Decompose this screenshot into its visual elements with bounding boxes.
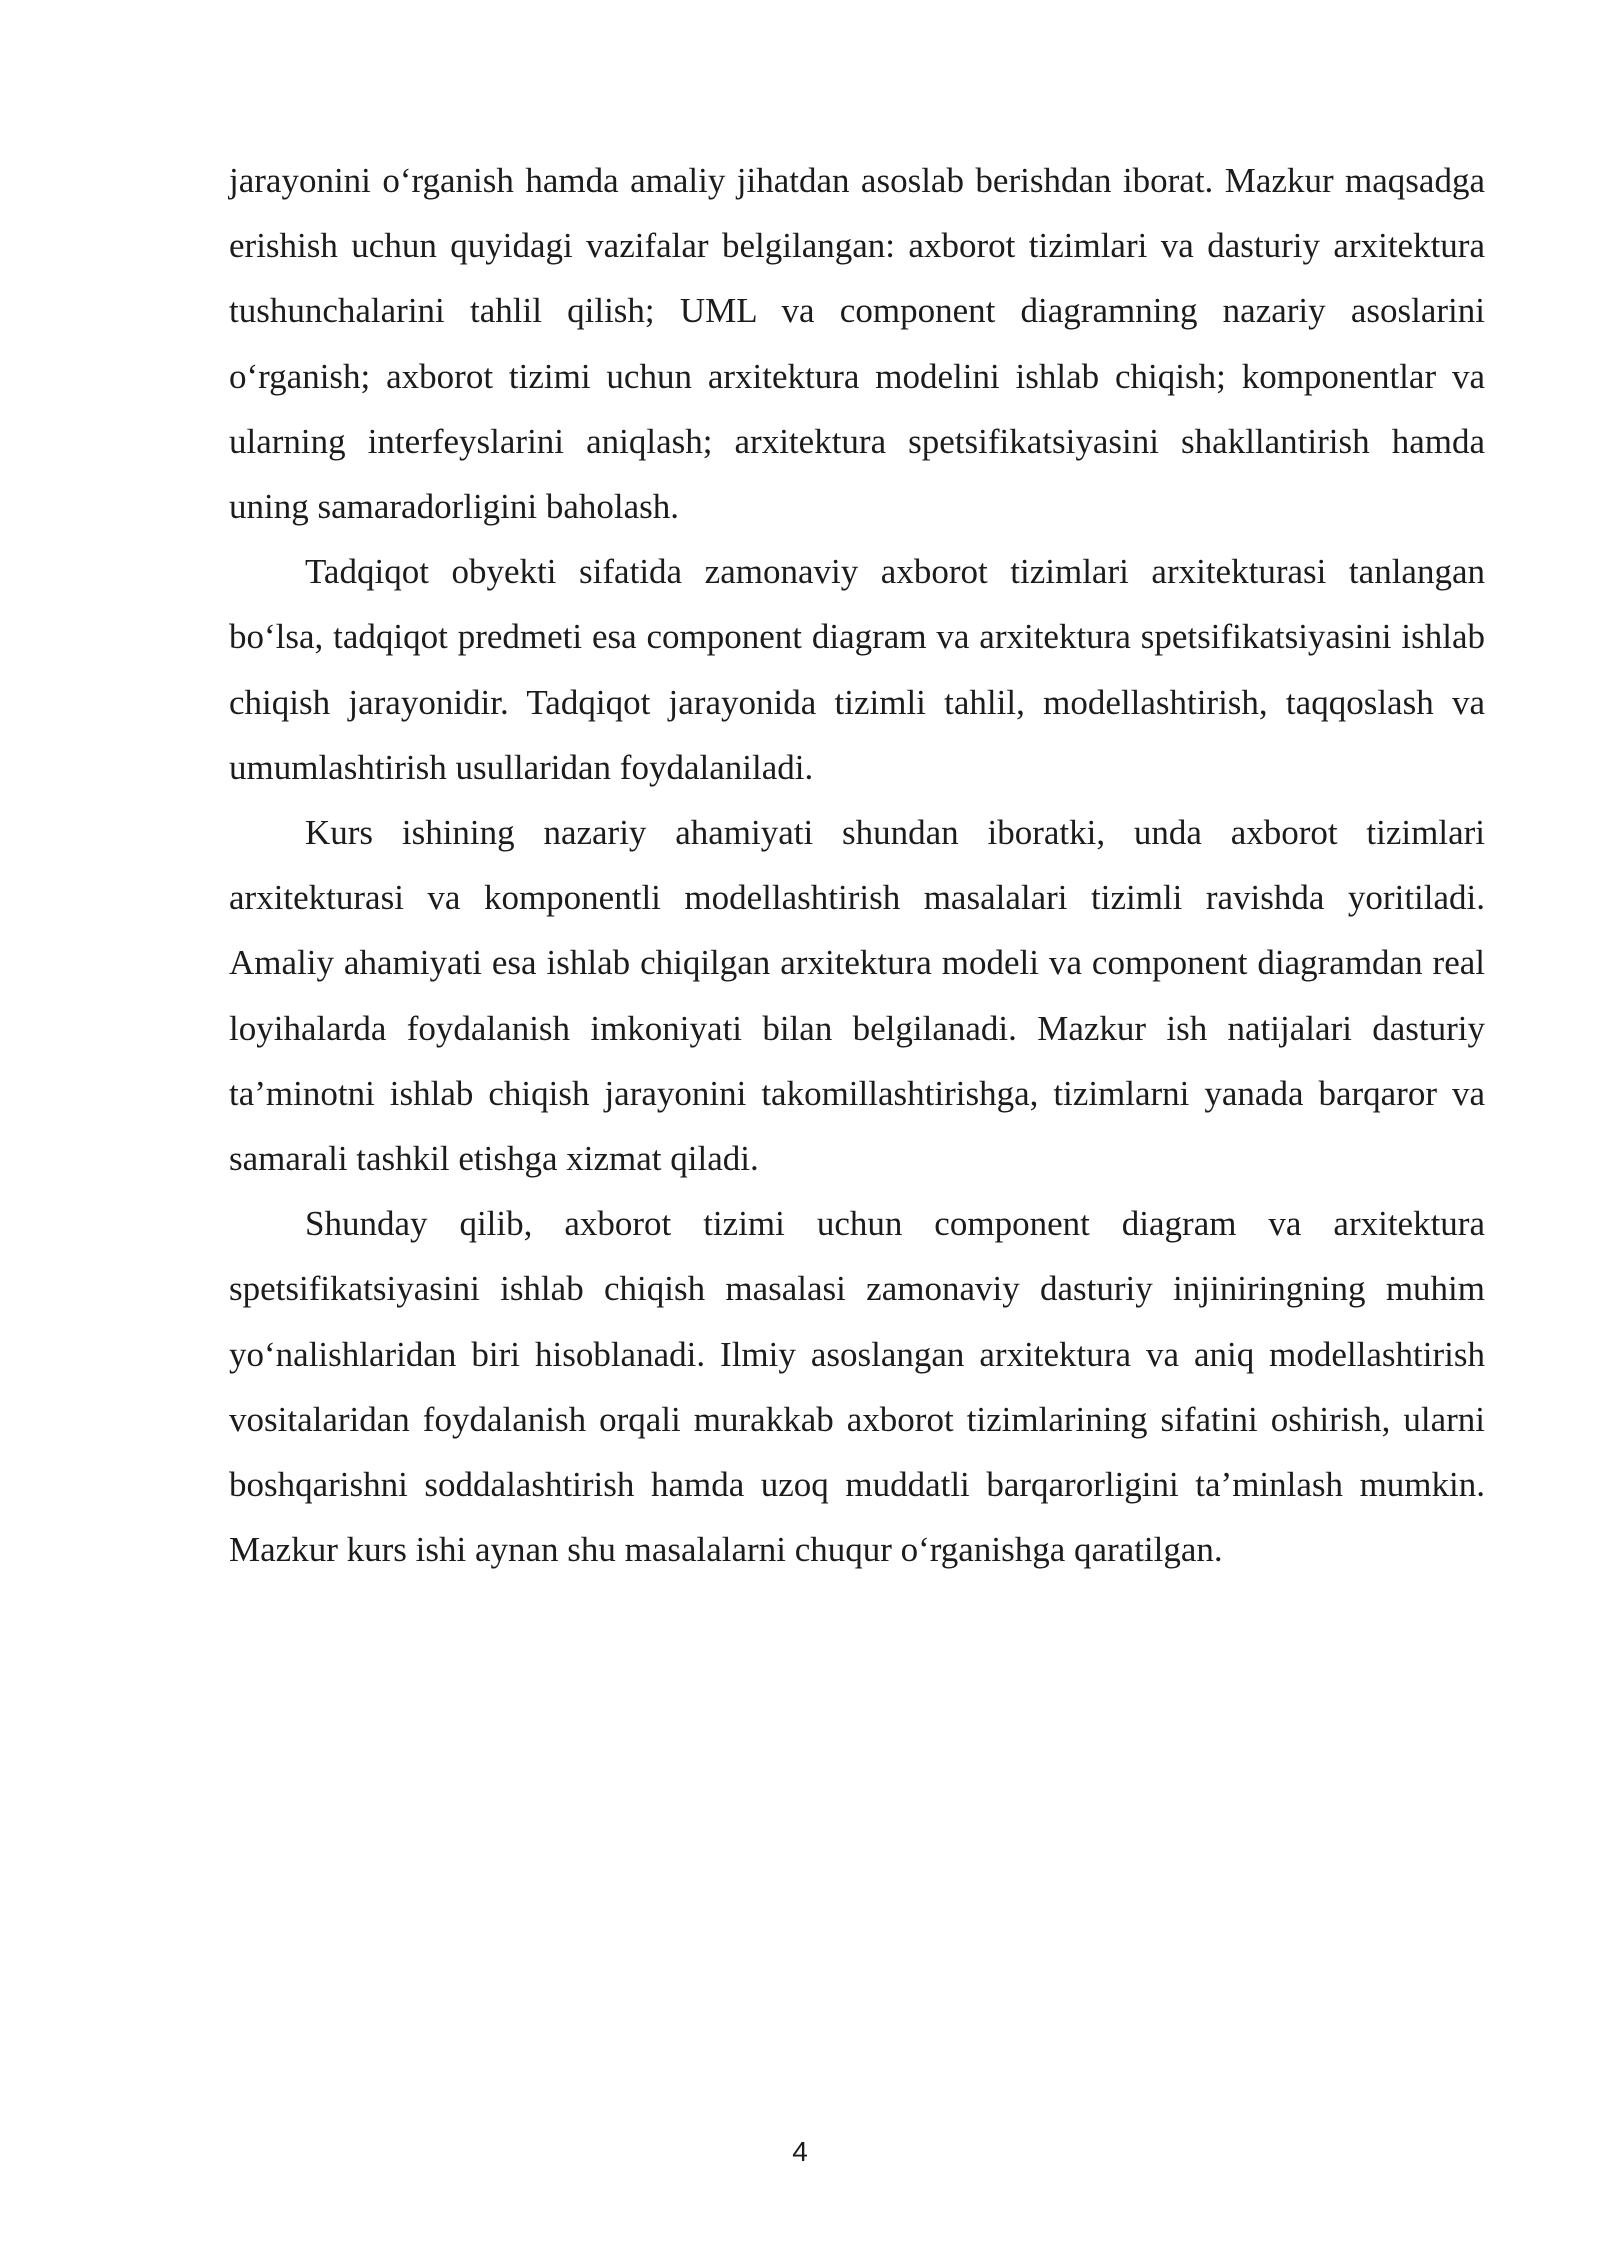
page-number: 4 bbox=[792, 2136, 808, 2167]
paragraph-continuation: jarayonini o‘rganish hamda amaliy jihatdan asoslab berishdan iborat. Mazkur maqsadga erishish uchun quyidagi vazifalar belgilangan: axborot tizimlari va dasturiy arxitektura tushunchalarini tahlil qilish; UML va component diagramning nazariy asoslarini o‘rganish; axborot tizimi uchun arxitektura modelini ishlab chiqish; komponentlar va ularning interfeyslarini aniqlash; arxitektura spetsifikatsiyasini shakllantirish hamda uning samaradorligini baholash. bbox=[229, 161, 1485, 527]
paragraph-conclusion: Shunday qilib, axborot tizimi uchun component diagram va arxitektura spetsifikatsiyasini ishlab chiqish masalasi zamonaviy dasturiy injiniringning muhim yo‘nalishlaridan biri hisoblanadi. Ilmiy asoslangan arxitektura va aniq modellashtirish vositalaridan foydalanish orqali murakkab axborot tizimlarining sifatini oshirish, ularni boshqarishni soddalashtirish hamda uzoq muddatli barqarorligini ta’minlash mumkin. Mazkur kurs ishi aynan shu masalalarni chuqur o‘rganishga qaratilgan. bbox=[229, 1204, 1485, 1570]
paragraph-research-object: Tadqiqot obyekti sifatida zamonaviy axborot tizimlari arxitekturasi tanlangan bo‘lsa, tadqiqot predmeti esa component diagram va arxitektura spetsifikatsiyasini ishlab chiqish jarayonidir. Tadqiqot jarayonida tizimli tahlil, modellashtirish, taqqoslash va umumlashtirish usullaridan foydalaniladi. bbox=[229, 552, 1485, 787]
body-text bbox=[229, 148, 1485, 1582]
paragraph-significance: Kurs ishining nazariy ahamiyati shundan iboratki, unda axborot tizimlari arxitekturasi va komponentli modellashtirish masalalari tizimli ravishda yoritiladi. Amaliy ahamiyati esa ishlab chiqilgan arxitektura modeli va component diagramdan real loyihalarda foydalanish imkoniyati bilan belgilanadi. Mazkur ish natijalari dasturiy ta’minotni ishlab chiqish jarayonini takomillashtirishga, tizimlarni yanada barqaror va samarali tashkil etishga xizmat qiladi. bbox=[229, 813, 1485, 1179]
